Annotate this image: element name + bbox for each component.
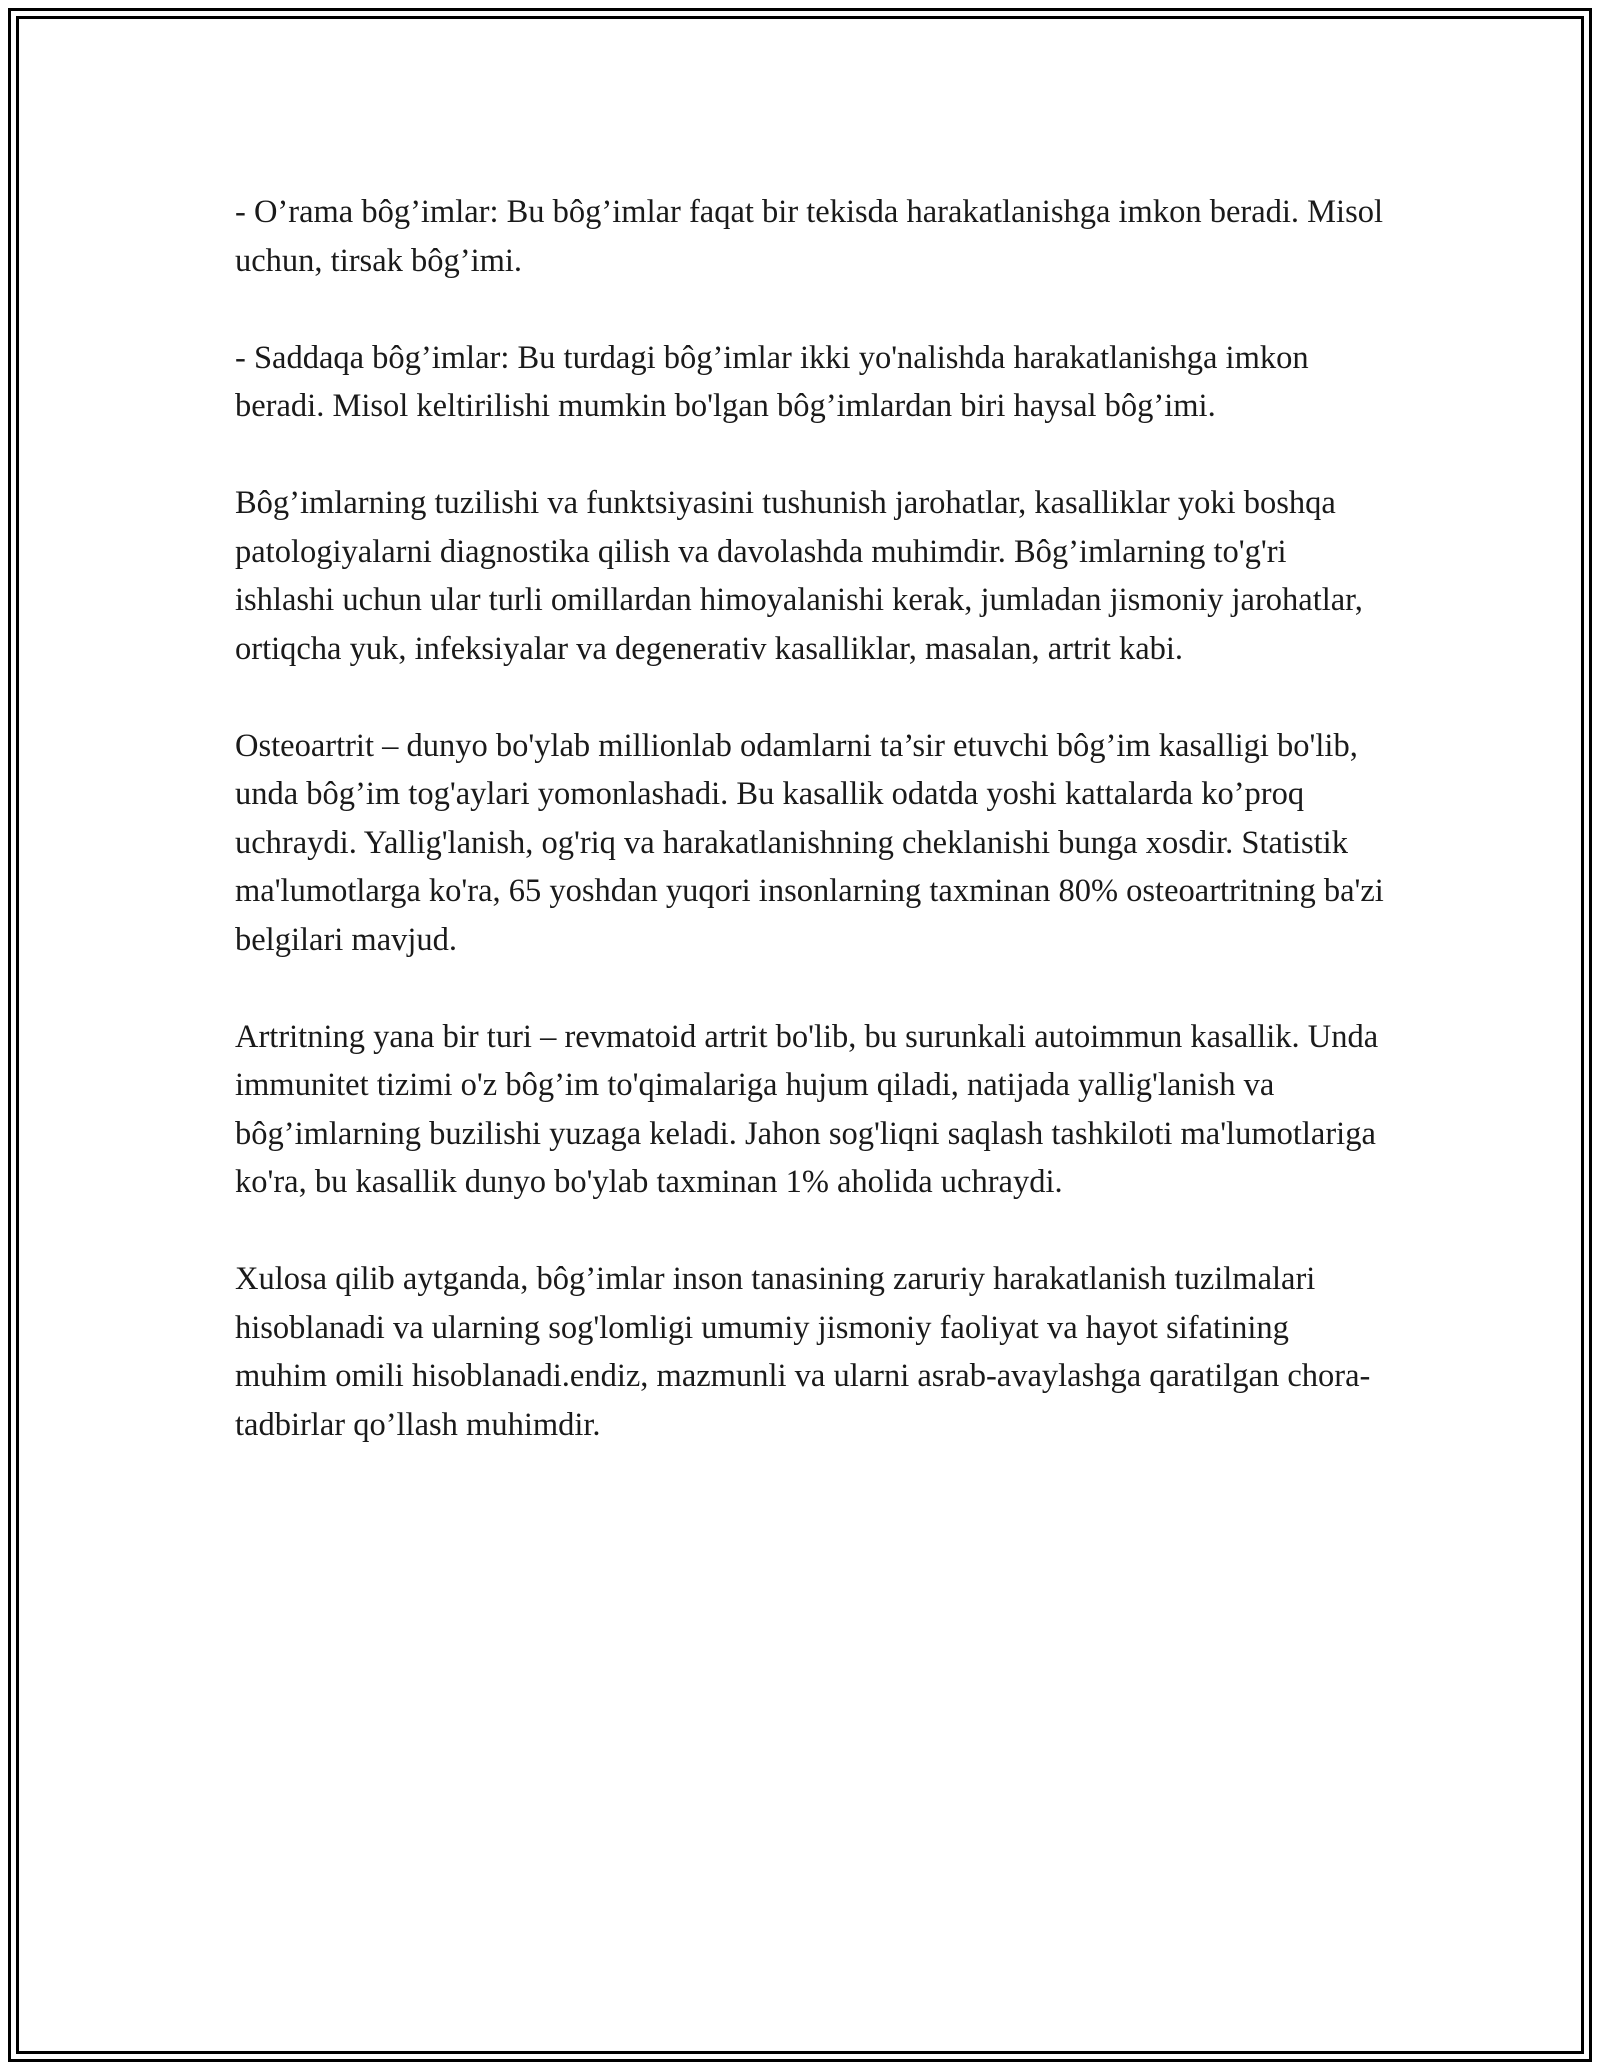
paragraph-osteoarthritis: Osteoartrit – dunyo bo'ylab millionlab odamlarni ta’sir etuvchi bôg’im kasalligi bo'lib, unda bôg’im tog'aylari yomonlashadi. Bu kasallik odatda yoshi kattalarda ko’proq uchraydi. Yallig'lanish, og'riq va harakatlanishning cheklanishi bunga xosdir. Statistik ma'lumotlarga ko'ra, 65 yoshdan yuqori insonlarning taxminan 80% osteoartritning ba'zi belgilari mavjud. xyxy=(235,727,1384,958)
paragraph-conclusion: Xulosa qilib aytganda, bôg’imlar inson tanasining zaruriy harakatlanish tuzilmalari hisoblanadi va ularning sog'lomligi umumiy jismoniy faoliyat va hayot sifatining muhim omili hisoblanadi.endiz, mazmunli va ularni asrab-avaylashga qaratilgan chora-tadbirlar qo’llash muhimdir. xyxy=(235,1261,1371,1443)
document-body xyxy=(235,188,1385,1498)
paragraph-orama-joints: - O’rama bôg’imlar: Bu bôg’imlar faqat bir tekisda harakatlanishga imkon beradi. Misol uchun, tirsak bôg’imi. xyxy=(235,194,1384,279)
paragraph-joint-structure: Bôg’imlarning tuzilishi va funktsiyasini tushunish jarohatlar, kasalliklar yoki boshqa patologiyalarni diagnostika qilish va davolashda muhimdir. Bôg’imlarning to'g'ri ishlashi uchun ular turli omillardan himoyalanishi kerak, jumladan jismoniy jarohatlar, ortiqcha yuk, infeksiyalar va degenerativ kasalliklar, masalan, artrit kabi. xyxy=(235,485,1363,667)
paragraph-saddaqa-joints: - Saddaqa bôg’imlar: Bu turdagi bôg’imlar ikki yo'nalishda harakatlanishga imkon beradi. Misol keltirilishi mumkin bo'lgan bôg’imlardan biri haysal bôg’imi. xyxy=(235,339,1309,424)
paragraph-rheumatoid-arthritis: Artritning yana bir turi – revmatoid artrit bo'lib, bu surunkali autoimmun kasallik. Unda immunitet tizimi o'z bôg’im to'qimalariga hujum qiladi, natijada yallig'lanish va bôg’imlarning buzilishi yuzaga keladi. Jahon sog'liqni saqlash tashkiloti ma'lumotlariga ko'ra, bu kasallik dunyo bo'ylab taxminan 1% aholida uchraydi. xyxy=(235,1018,1379,1200)
